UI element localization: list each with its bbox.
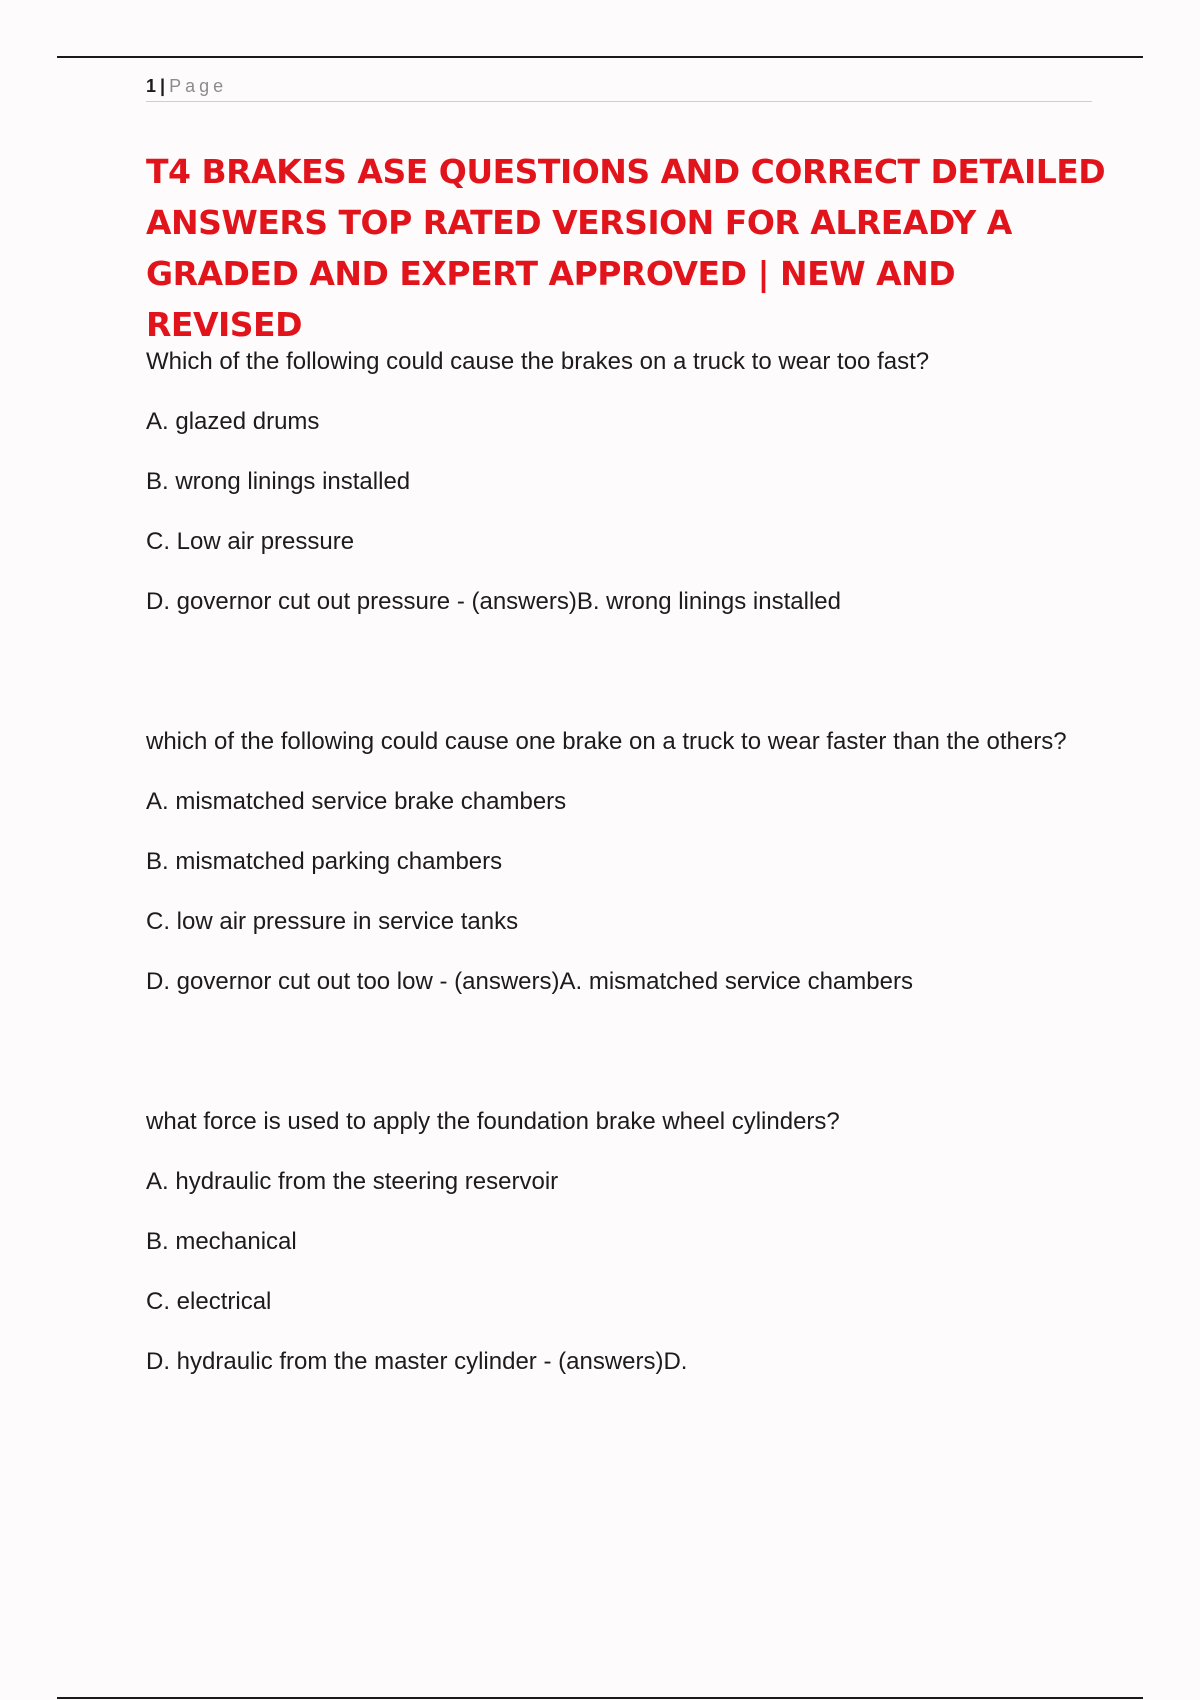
answer-option: D. governor cut out pressure - (answers)B. wrong linings installed <box>146 588 841 615</box>
page-label: Page <box>169 76 228 96</box>
question-block <box>146 342 1092 622</box>
answer-option: D. hydraulic from the master cylinder - (answers)D. <box>146 1348 688 1375</box>
page-top-rule <box>57 56 1143 58</box>
page-separator: | <box>160 76 166 96</box>
answer-option: C. low air pressure in service tanks <box>146 908 519 935</box>
answer-option: C. electrical <box>146 1288 272 1315</box>
question-block <box>146 1102 1092 1382</box>
answer-option: B. wrong linings installed <box>146 468 411 495</box>
answer-option: B. mechanical <box>146 1228 297 1255</box>
answer-option: A. mismatched service brake chambers <box>146 788 567 815</box>
answer-option: A. glazed drums <box>146 408 320 435</box>
page-number: 1 <box>146 76 157 96</box>
answer-option: C. Low air pressure <box>146 528 355 555</box>
document-title: T4 BRAKES ASE QUESTIONS AND CORRECT DETAILED ANSWERS TOP RATED VERSION FOR ALREADY A GRADED AND EXPERT APPROVED | NEW AND REVISED <box>146 152 1106 344</box>
answer-option: D. governor cut out too low - (answers)A. mismatched service chambers <box>146 968 913 995</box>
question-text: Which of the following could cause the brakes on a truck to wear too fast? <box>146 348 930 375</box>
question-block <box>146 722 1092 1002</box>
page-bottom-rule <box>57 1697 1143 1699</box>
question-text: which of the following could cause one brake on a truck to wear faster than the others? <box>146 728 1067 755</box>
answer-option: B. mismatched parking chambers <box>146 848 503 875</box>
question-list <box>146 342 1092 1382</box>
question-text: what force is used to apply the foundation brake wheel cylinders? <box>146 1108 840 1135</box>
answer-option: A. hydraulic from the steering reservoir <box>146 1168 559 1195</box>
page-header <box>146 74 1092 102</box>
